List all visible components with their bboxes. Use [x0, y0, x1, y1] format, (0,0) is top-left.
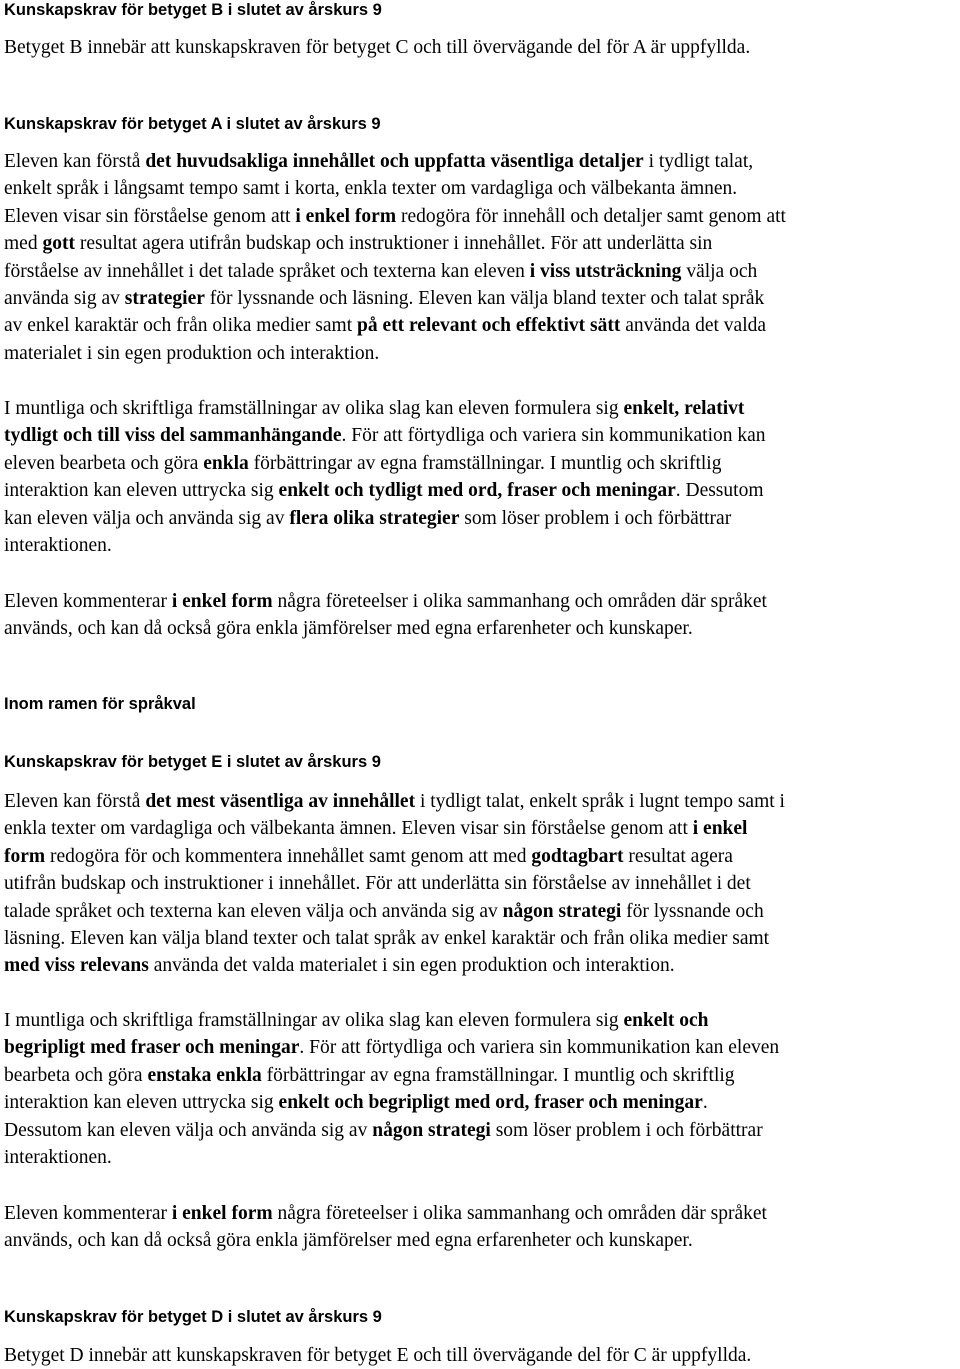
text-line [4, 870, 960, 897]
text-run: Dessutom kan eleven välja och använda sig av [4, 1119, 373, 1141]
text-line [4, 925, 960, 952]
bold-phrase: på ett relevant och effektivt sätt [357, 315, 621, 337]
text-line [4, 175, 960, 202]
bold-phrase: strategier [124, 288, 205, 310]
paragraph-grade-b [4, 34, 960, 61]
text-run: Betyget D innebär att kunskapskraven för betyget E och till övervägande del för C är uppfyllda. [4, 1345, 752, 1366]
text-line [4, 285, 960, 312]
text-run: interaktion kan eleven uttrycka sig [4, 480, 279, 502]
bold-phrase: enkla [203, 452, 249, 474]
bold-phrase: det mest väsentliga av innehållet [145, 791, 416, 812]
text-run: eleven bearbeta och göra [4, 452, 204, 474]
bold-phrase: i enkel form [171, 1203, 273, 1224]
text-line [4, 615, 960, 642]
text-run: Eleven kan förstå [4, 791, 146, 812]
text-run: enkelt språk i långsamt tempo samt i korta, enkla texter om vardagliga och välbekanta ämnen. [4, 178, 738, 200]
text-run: bearbeta och göra [4, 1064, 148, 1086]
text-run: läsning. Eleven kan välja bland texter och talat språk av enkel karaktär och från olika medier samt [4, 928, 770, 950]
bold-phrase: form [4, 845, 46, 867]
text-line [4, 843, 960, 870]
text-run: i tydligt talat, [643, 151, 754, 172]
text-run: . [702, 1092, 708, 1114]
text-line [4, 952, 960, 979]
text-line [4, 148, 960, 175]
bold-phrase: det huvudsakliga innehållet och uppfatta väsentliga detaljer [145, 151, 644, 172]
text-run: några företeelser i olika sammanhang och områden där språket [272, 1203, 767, 1224]
paragraph-grade-a-reflection [4, 588, 960, 643]
text-line [4, 815, 960, 842]
text-run: förbättringar av egna framställningar. I muntlig och skriftlig [248, 452, 722, 474]
text-run: som löser problem i och förbättrar [459, 507, 732, 529]
heading-grade-e: Kunskapskrav för betyget E i slutet av årskurs 9 [4, 753, 381, 771]
text-run: redogöra för innehåll och detaljer samt genom att [396, 205, 786, 227]
text-line [4, 450, 960, 477]
paragraph-grade-a-production [4, 395, 960, 559]
text-run: Eleven kan förstå [4, 151, 146, 172]
bold-phrase: i enkel form [171, 591, 273, 612]
text-run: använda det valda materialet i sin egen produktion och interaktion. [148, 955, 675, 977]
paragraph-grade-d [4, 1342, 960, 1369]
heading-grade-b: Kunskapskrav för betyget B i slutet av årskurs 9 [4, 1, 382, 19]
text-line [4, 340, 960, 367]
text-run: använda sig av [4, 288, 125, 310]
text-line [4, 1007, 960, 1034]
text-run: välja och [681, 260, 758, 282]
text-run: interaktionen. [4, 1147, 112, 1169]
bold-phrase: tydligt och till viss del sammanhängande [4, 425, 342, 447]
text-line [4, 1227, 960, 1254]
text-line [4, 34, 960, 61]
text-line [4, 1342, 960, 1369]
text-run: för lyssnande och läsning. Eleven kan välja bland texter och talat språk [204, 288, 765, 310]
heading-grade-a: Kunskapskrav för betyget A i slutet av årskurs 9 [4, 115, 381, 133]
text-run: . För att förtydliga och variera sin kommunikation kan [341, 425, 766, 447]
text-line [4, 788, 960, 815]
text-line [4, 1089, 960, 1116]
text-run: som löser problem i och förbättrar [490, 1119, 763, 1141]
text-line [4, 230, 960, 257]
text-run: Betyget B innebär att kunskapskraven för betyget C och till övervägande del för A är uppfyllda. [4, 37, 751, 58]
paragraph-grade-e-comprehension [4, 788, 960, 980]
paragraph-grade-e-reflection [4, 1200, 960, 1255]
text-run: Eleven kommenterar [4, 1203, 172, 1224]
text-run: används, och kan då också göra enkla jämförelser med egna erfarenheter och kunskaper. [4, 1230, 693, 1252]
bold-phrase: begripligt med fraser och meningar [4, 1037, 300, 1059]
bold-phrase: någon strategi [502, 900, 622, 922]
bold-phrase: någon strategi [372, 1119, 491, 1141]
text-run: med [4, 233, 43, 255]
text-run: I muntliga och skriftliga framställningar av olika slag kan eleven formulera sig [4, 398, 624, 419]
text-line [4, 898, 960, 925]
text-line [4, 1062, 960, 1089]
bold-phrase: enkelt, relativt [623, 398, 745, 419]
text-run: utifrån budskap och instruktioner i innehållet. För att underlätta sin förståelse av innehållet i det [4, 873, 751, 895]
bold-phrase: i enkel form [295, 205, 397, 227]
text-run: används, och kan då också göra enkla jämförelser med egna erfarenheter och kunskaper. [4, 618, 693, 640]
text-run: för lyssnande och [621, 900, 764, 922]
text-line [4, 395, 960, 422]
text-line [4, 477, 960, 504]
bold-phrase: enkelt och tydligt med ord, fraser och meningar [278, 480, 676, 502]
text-run: materialet i sin egen produktion och interaktion. [4, 342, 380, 364]
text-line [4, 532, 960, 559]
text-run: redogöra för och kommentera innehållet samt genom att med [45, 845, 532, 867]
text-line [4, 505, 960, 532]
text-run: förbättringar av egna framställningar. I muntlig och skriftlig [261, 1064, 735, 1086]
text-line [4, 422, 960, 449]
text-run: Eleven kommenterar [4, 591, 172, 612]
bold-phrase: flera olika strategier [289, 507, 460, 529]
text-line [4, 203, 960, 230]
text-line [4, 312, 960, 339]
text-run: i tydligt talat, enkelt språk i lugnt tempo samt i [415, 791, 785, 812]
text-run: använda det valda [620, 315, 767, 337]
bold-phrase: enkelt och begripligt med ord, fraser och meningar [278, 1092, 703, 1114]
text-run: talade språket och texterna kan eleven välja och använda sig av [4, 900, 503, 922]
text-run: kan eleven välja och använda sig av [4, 507, 290, 529]
text-run: interaktion kan eleven uttrycka sig [4, 1092, 279, 1114]
bold-phrase: i enkel [692, 818, 748, 840]
text-line [4, 1200, 960, 1227]
text-line [4, 588, 960, 615]
bold-phrase: med viss relevans [4, 955, 149, 977]
text-run: resultat agera utifrån budskap och instruktioner i innehållet. För att underlätta sin [74, 233, 713, 255]
text-line [4, 1144, 960, 1171]
paragraph-grade-e-production [4, 1007, 960, 1171]
bold-phrase: enkelt och [623, 1010, 709, 1031]
text-run: resultat agera [623, 845, 733, 867]
text-run: interaktionen. [4, 535, 112, 557]
bold-phrase: godtagbart [531, 845, 624, 867]
text-line [4, 1117, 960, 1144]
text-run: . För att förtydliga och variera sin kommunikation kan eleven [299, 1037, 780, 1059]
text-run: . Dessutom [675, 480, 764, 502]
text-run: Eleven visar sin förståelse genom att [4, 205, 296, 227]
heading-language-choice: Inom ramen för språkval [4, 695, 196, 713]
text-run: förståelse av innehållet i det talade språket och texterna kan eleven [4, 260, 530, 282]
text-run: av enkel karaktär och från olika medier samt [4, 315, 358, 337]
text-run: enkla texter om vardagliga och välbekanta ämnen. Eleven visar sin förståelse genom att [4, 818, 693, 840]
bold-phrase: i viss utsträckning [529, 260, 682, 282]
text-run: några företeelser i olika sammanhang och områden där språket [272, 591, 767, 612]
text-run: I muntliga och skriftliga framställningar av olika slag kan eleven formulera sig [4, 1010, 624, 1031]
text-line [4, 1034, 960, 1061]
heading-grade-d: Kunskapskrav för betyget D i slutet av årskurs 9 [4, 1308, 382, 1326]
bold-phrase: gott [42, 233, 75, 255]
text-line [4, 258, 960, 285]
paragraph-grade-a-comprehension [4, 148, 960, 367]
bold-phrase: enstaka enkla [147, 1064, 262, 1086]
